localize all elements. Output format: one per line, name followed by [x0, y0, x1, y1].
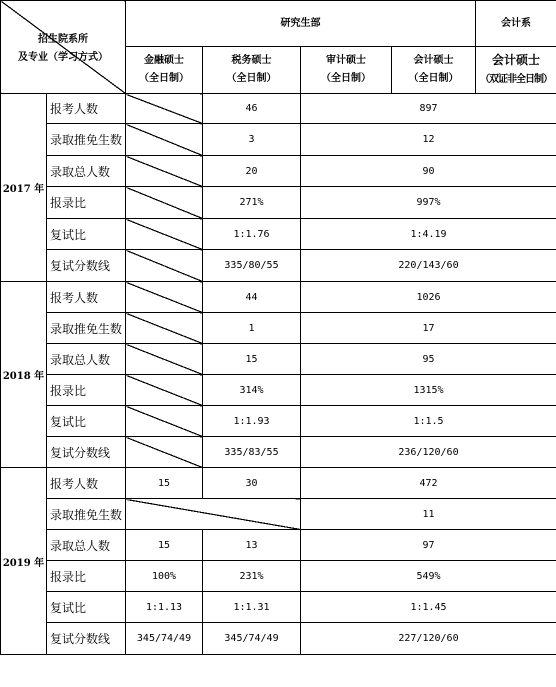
cell-tax: 20 — [203, 156, 301, 187]
year-label: 2017 年 — [1, 94, 47, 282]
table-row — [1, 375, 556, 406]
row-label: 录取推免生数 — [47, 124, 126, 156]
row-label: 复试分数线 — [47, 623, 126, 655]
cell-audit-acct: 549% — [301, 561, 556, 592]
cell-audit-acct: 1:1.5 — [301, 406, 556, 437]
cell-finance — [126, 313, 203, 344]
cell-finance — [126, 156, 203, 187]
table-row — [1, 156, 556, 187]
row-label: 报考人数 — [47, 282, 126, 313]
table-row — [1, 187, 556, 219]
cell-tax: 13 — [203, 530, 301, 561]
cell-tax: 335/83/55 — [203, 437, 301, 468]
cell-audit-acct: 17 — [301, 313, 556, 344]
table-row — [1, 530, 556, 561]
cell-audit-acct: 1:1.45 — [301, 592, 556, 623]
row-label: 复试比 — [47, 219, 126, 250]
cell-finance — [126, 344, 203, 375]
cell-audit-acct: 1026 — [301, 282, 556, 313]
cell-tax: 1 — [203, 313, 301, 344]
cell-audit-acct: 1315% — [301, 375, 556, 406]
cell-finance — [126, 124, 203, 156]
cell-audit-acct: 12 — [301, 124, 556, 156]
cell-tax: 1:1.93 — [203, 406, 301, 437]
table-row — [1, 468, 556, 499]
col-header-acct-pt: 会计硕士 （双证非全日制） — [476, 47, 556, 94]
table-row — [1, 561, 556, 592]
row-label: 报录比 — [47, 375, 126, 406]
col-header-finance: 金融硕士 （全日制） — [126, 47, 203, 94]
row-label: 报考人数 — [47, 468, 126, 499]
row-label: 复试分数线 — [47, 437, 126, 468]
cell-finance — [126, 375, 203, 406]
table-row — [1, 124, 556, 156]
cell-finance: 15 — [126, 468, 203, 499]
cell-tax: 44 — [203, 282, 301, 313]
table-row — [1, 592, 556, 623]
cell-audit-acct: 220/143/60 — [301, 250, 556, 282]
table-row — [1, 313, 556, 344]
cell-audit-acct: 227/120/60 — [301, 623, 556, 655]
cell-audit-acct: 997% — [301, 187, 556, 219]
year-label: 2019 年 — [1, 468, 47, 655]
row-label: 复试比 — [47, 592, 126, 623]
row-label: 复试比 — [47, 406, 126, 437]
cell-tax: 1:1.31 — [203, 592, 301, 623]
cell-audit-acct: 236/120/60 — [301, 437, 556, 468]
cell-tax: 15 — [203, 344, 301, 375]
cell-tax: 30 — [203, 468, 301, 499]
cell-tax: 345/74/49 — [203, 623, 301, 655]
cell-finance: 1:1.13 — [126, 592, 203, 623]
cell-audit-acct: 472 — [301, 468, 556, 499]
cell-finance: 345/74/49 — [126, 623, 203, 655]
table-row — [1, 250, 556, 282]
cell-finance-tax-empty — [126, 499, 301, 530]
cell-audit-acct: 11 — [301, 499, 556, 530]
cell-tax: 231% — [203, 561, 301, 592]
row-label: 录取总人数 — [47, 530, 126, 561]
col-header-tax: 税务硕士 （全日制） — [203, 47, 301, 94]
corner-line2: 及专业（学习方式） — [18, 52, 108, 63]
row-label: 录取推免生数 — [47, 499, 126, 530]
cell-tax: 46 — [203, 94, 301, 124]
table-row — [1, 406, 556, 437]
cell-audit-acct: 1:4.19 — [301, 219, 556, 250]
table-row — [1, 94, 556, 124]
cell-audit-acct: 97 — [301, 530, 556, 561]
row-label: 报录比 — [47, 187, 126, 219]
cell-audit-acct: 897 — [301, 94, 556, 124]
cell-tax: 271% — [203, 187, 301, 219]
row-label: 录取推免生数 — [47, 313, 126, 344]
cell-finance — [126, 187, 203, 219]
cell-finance — [126, 406, 203, 437]
table-row — [1, 623, 556, 655]
row-label: 报考人数 — [47, 94, 126, 124]
corner-line1: 招生院系所 — [38, 34, 88, 45]
year-label: 2018 年 — [1, 282, 47, 468]
cell-audit-acct: 95 — [301, 344, 556, 375]
cell-tax: 314% — [203, 375, 301, 406]
row-label: 录取总人数 — [47, 344, 126, 375]
group-header-grad: 研究生部 — [126, 1, 476, 47]
table-row — [1, 344, 556, 375]
cell-finance — [126, 282, 203, 313]
cell-tax: 335/80/55 — [203, 250, 301, 282]
table-row — [1, 499, 556, 530]
cell-finance — [126, 437, 203, 468]
cell-tax: 3 — [203, 124, 301, 156]
cell-finance — [126, 94, 203, 124]
cell-finance: 100% — [126, 561, 203, 592]
table-row — [1, 219, 556, 250]
col-header-acct-ft: 会计硕士 （全日制） — [392, 47, 476, 94]
cell-finance — [126, 250, 203, 282]
row-label: 报录比 — [47, 561, 126, 592]
table-row — [1, 282, 556, 313]
row-label: 复试分数线 — [47, 250, 126, 282]
cell-tax: 1:1.76 — [203, 219, 301, 250]
cell-audit-acct: 90 — [301, 156, 556, 187]
row-label: 录取总人数 — [47, 156, 126, 187]
group-header-acct: 会计系 — [476, 1, 556, 47]
cell-finance: 15 — [126, 530, 203, 561]
cell-finance — [126, 219, 203, 250]
corner-header — [1, 1, 126, 94]
col-header-audit: 审计硕士 （全日制） — [301, 47, 392, 94]
table-row — [1, 437, 556, 468]
